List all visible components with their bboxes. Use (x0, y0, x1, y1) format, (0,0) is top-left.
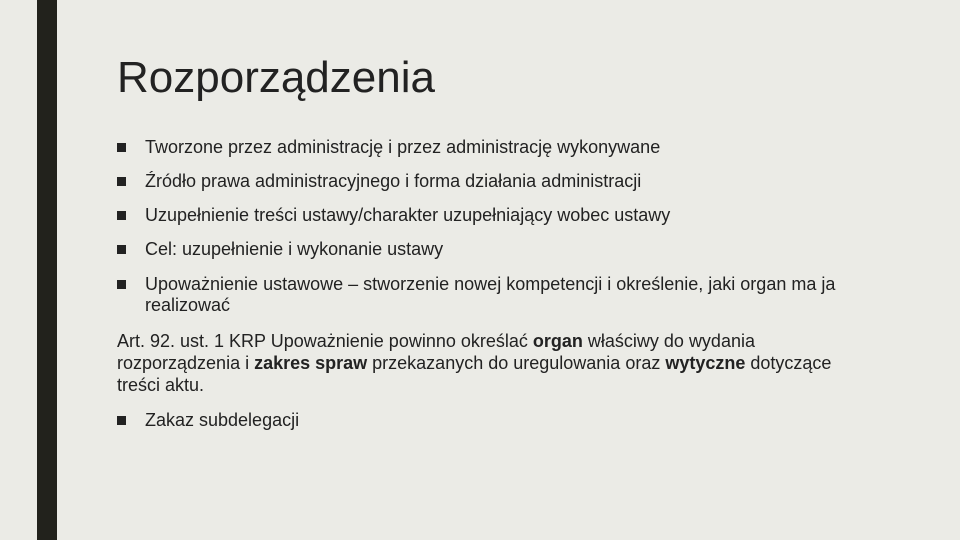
article-paragraph (117, 330, 837, 396)
paragraph-text: właściwy do wydania rozporządzenia i (117, 331, 755, 373)
square-bullet-icon (117, 416, 126, 425)
square-bullet-icon (117, 177, 126, 186)
paragraph-bold-zakres: zakres spraw (254, 353, 368, 373)
bullet-text: Cel: uzupełnienie i wykonanie ustawy (145, 239, 444, 259)
paragraph-text: dotyczące treści aktu. (117, 353, 832, 395)
bullet-text: Źródło prawa administracyjnego i forma działania administracji (145, 171, 642, 191)
bullet-text: Zakaz subdelegacji (145, 410, 300, 430)
bullet-text: Tworzone przez administrację i przez administrację wykonywane (145, 137, 661, 157)
paragraph-text: Art. 92. ust. 1 KRP Upoważnienie powinno określać (117, 331, 533, 351)
square-bullet-icon (117, 245, 126, 254)
paragraph-bold-organ: organ (532, 331, 583, 351)
paragraph-bold-wytyczne: wytyczne (665, 353, 746, 373)
bullet-text: Uzupełnienie treści ustawy/charakter uzupełniający wobec ustawy (145, 205, 671, 225)
paragraph-text: przekazanych do uregulowania oraz (367, 353, 666, 373)
square-bullet-icon (117, 211, 126, 220)
slide-title: Rozporządzenia (117, 53, 435, 102)
accent-bar (37, 0, 57, 540)
square-bullet-icon (117, 280, 126, 289)
bullet-text: Upoważnienie ustawowe – stworzenie nowej kompetencji i określenie, jaki organ ma ja realizować (145, 274, 836, 315)
square-bullet-icon (117, 143, 126, 152)
